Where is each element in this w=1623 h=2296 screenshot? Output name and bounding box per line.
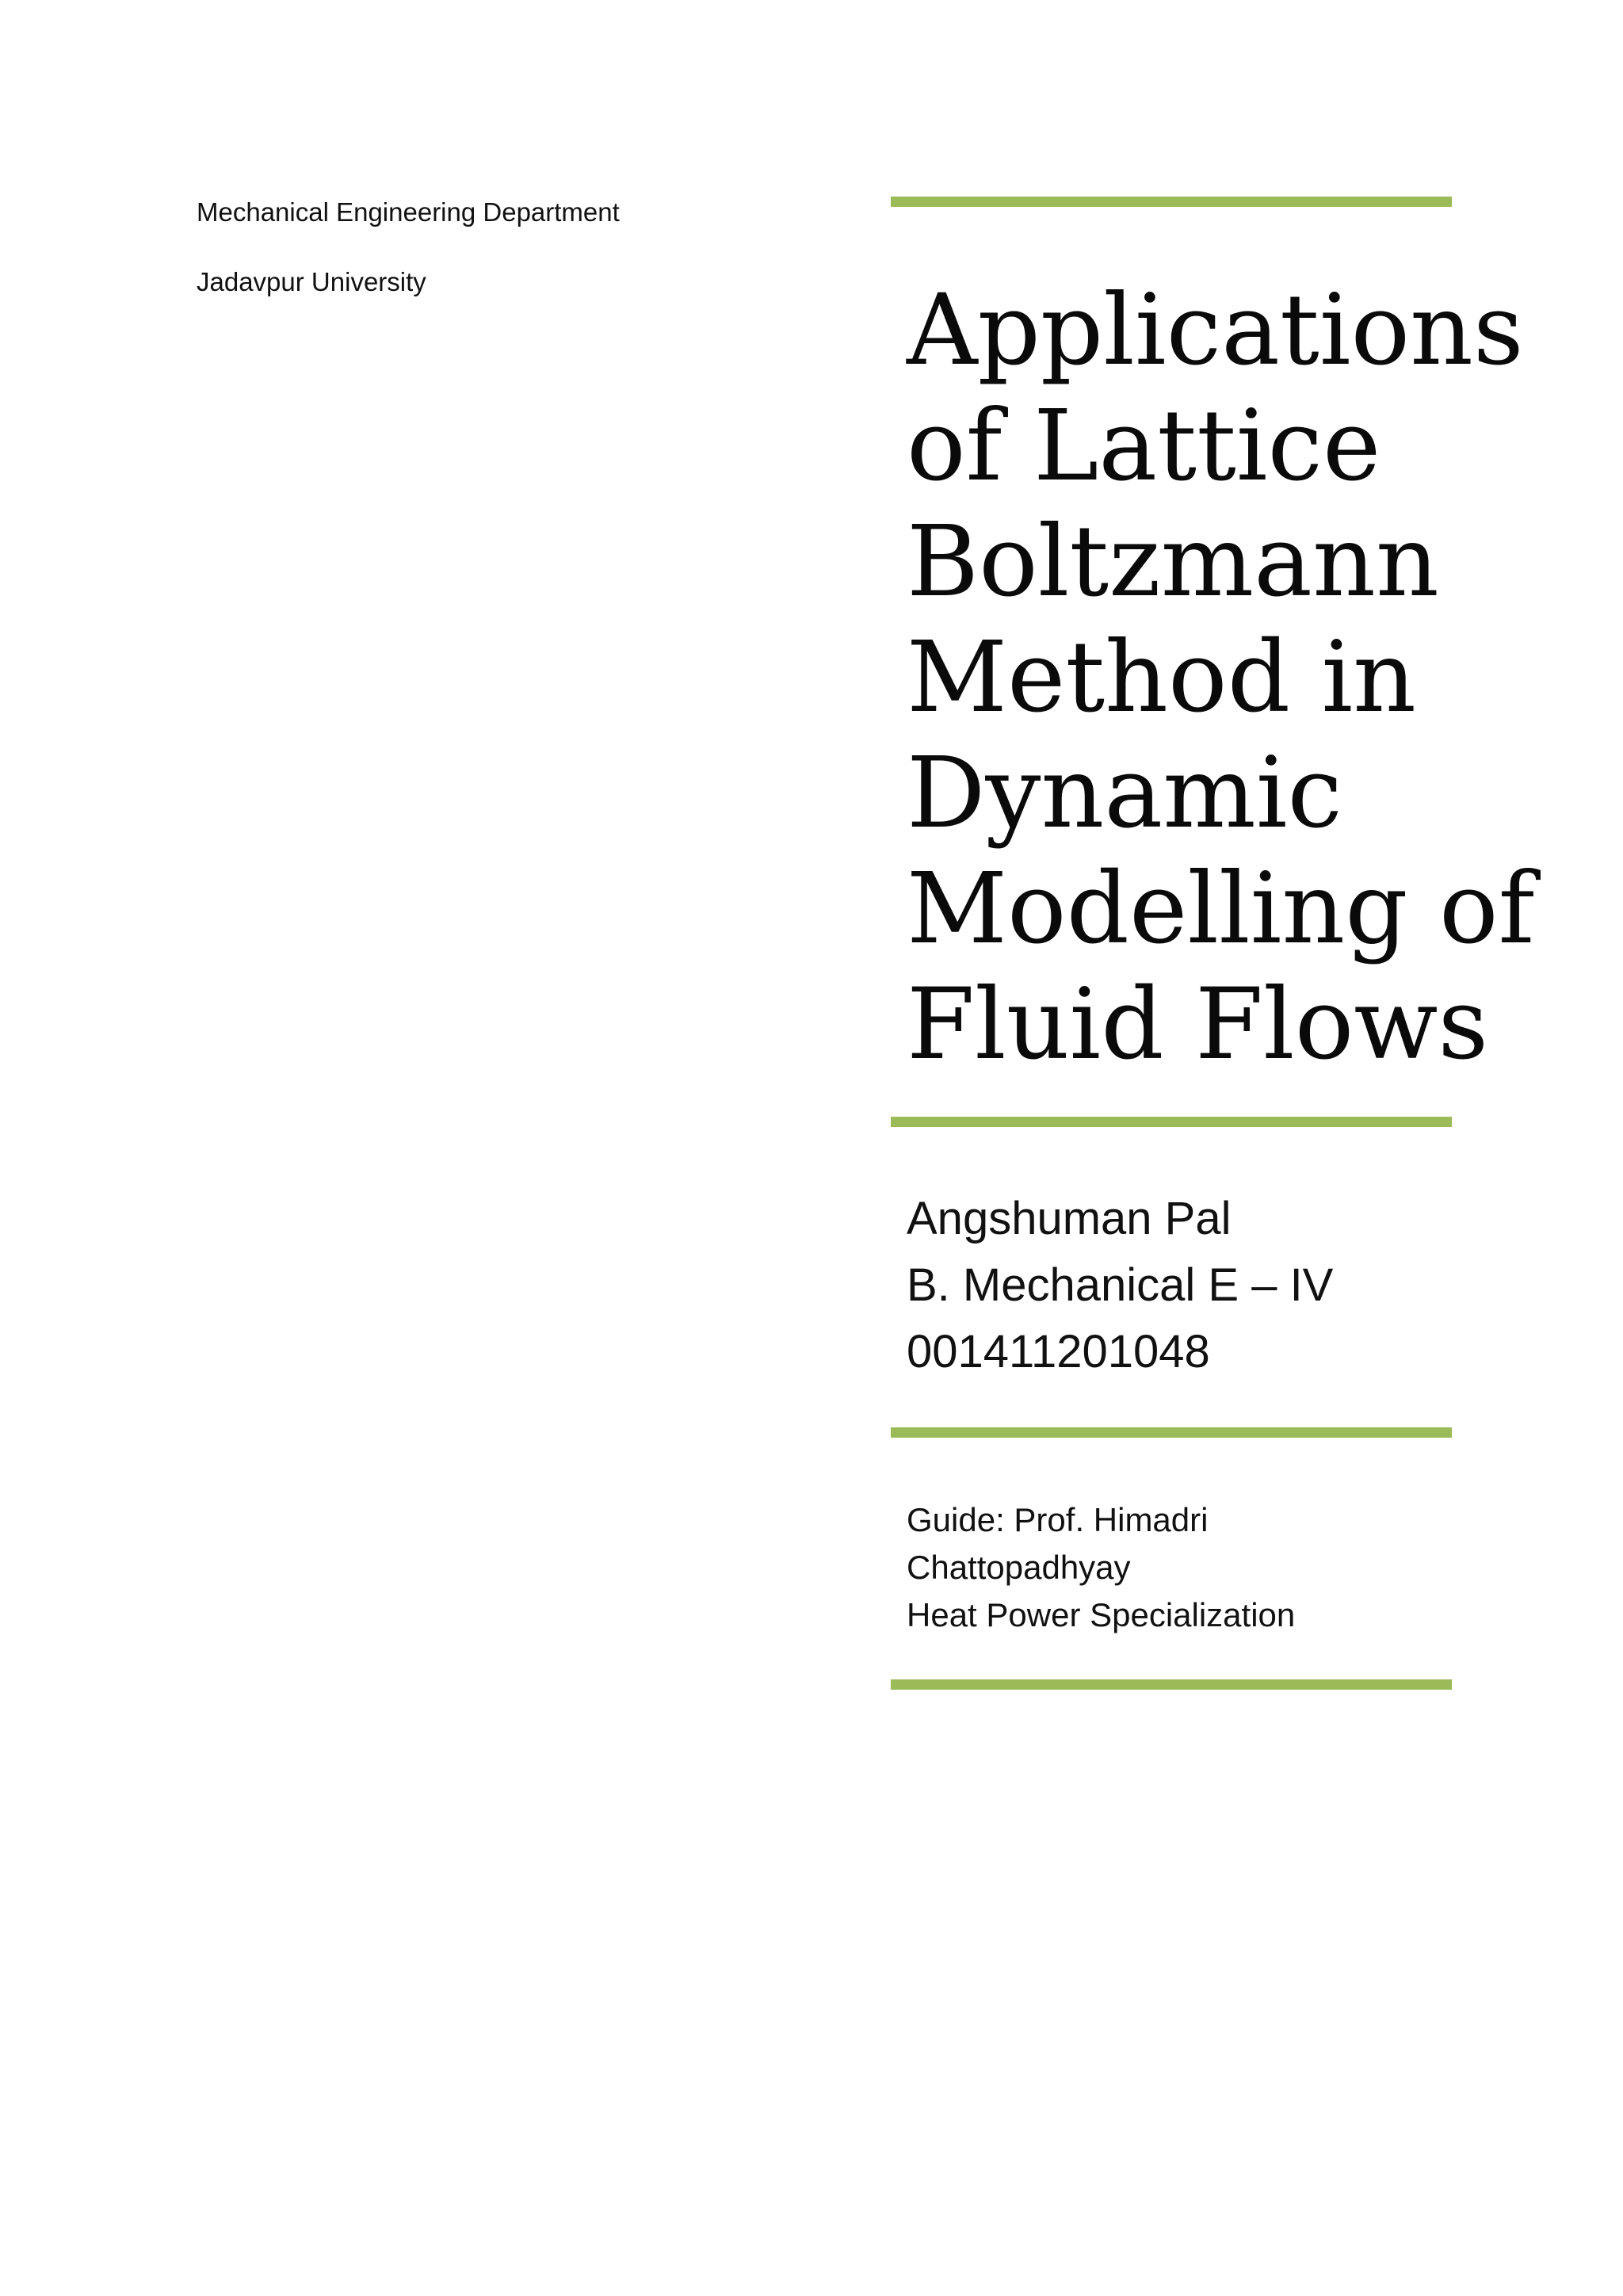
guide-line-2: Chattopadhyay (907, 1549, 1131, 1586)
report-title (907, 273, 1535, 1083)
author-course: B. Mechanical E – IV (907, 1259, 1334, 1311)
department-name: Mechanical Engineering Department (197, 197, 620, 227)
guide-specialization: Heat Power Specialization (907, 1596, 1296, 1633)
university-name: Jadavpur University (197, 266, 426, 296)
title-line: Applications (907, 273, 1524, 388)
title-line: Modelling of (907, 852, 1535, 966)
institution-block (197, 197, 620, 335)
guide-block (907, 1496, 1295, 1639)
title-line: Dynamic (907, 736, 1342, 850)
title-line: of Lattice (907, 389, 1381, 503)
top-rule (891, 197, 1452, 207)
author-divider-rule (891, 1427, 1452, 1438)
title-line: Fluid Flows (907, 968, 1489, 1082)
bottom-rule (891, 1679, 1452, 1690)
author-block (907, 1186, 1333, 1385)
title-line: Method in (907, 621, 1417, 735)
title-line: Boltzmann (907, 505, 1439, 619)
guide-line-1: Guide: Prof. Himadri (907, 1501, 1209, 1538)
author-roll-number: 001411201048 (907, 1326, 1210, 1377)
title-divider-rule (891, 1117, 1452, 1127)
author-name: Angshuman Pal (907, 1193, 1232, 1244)
